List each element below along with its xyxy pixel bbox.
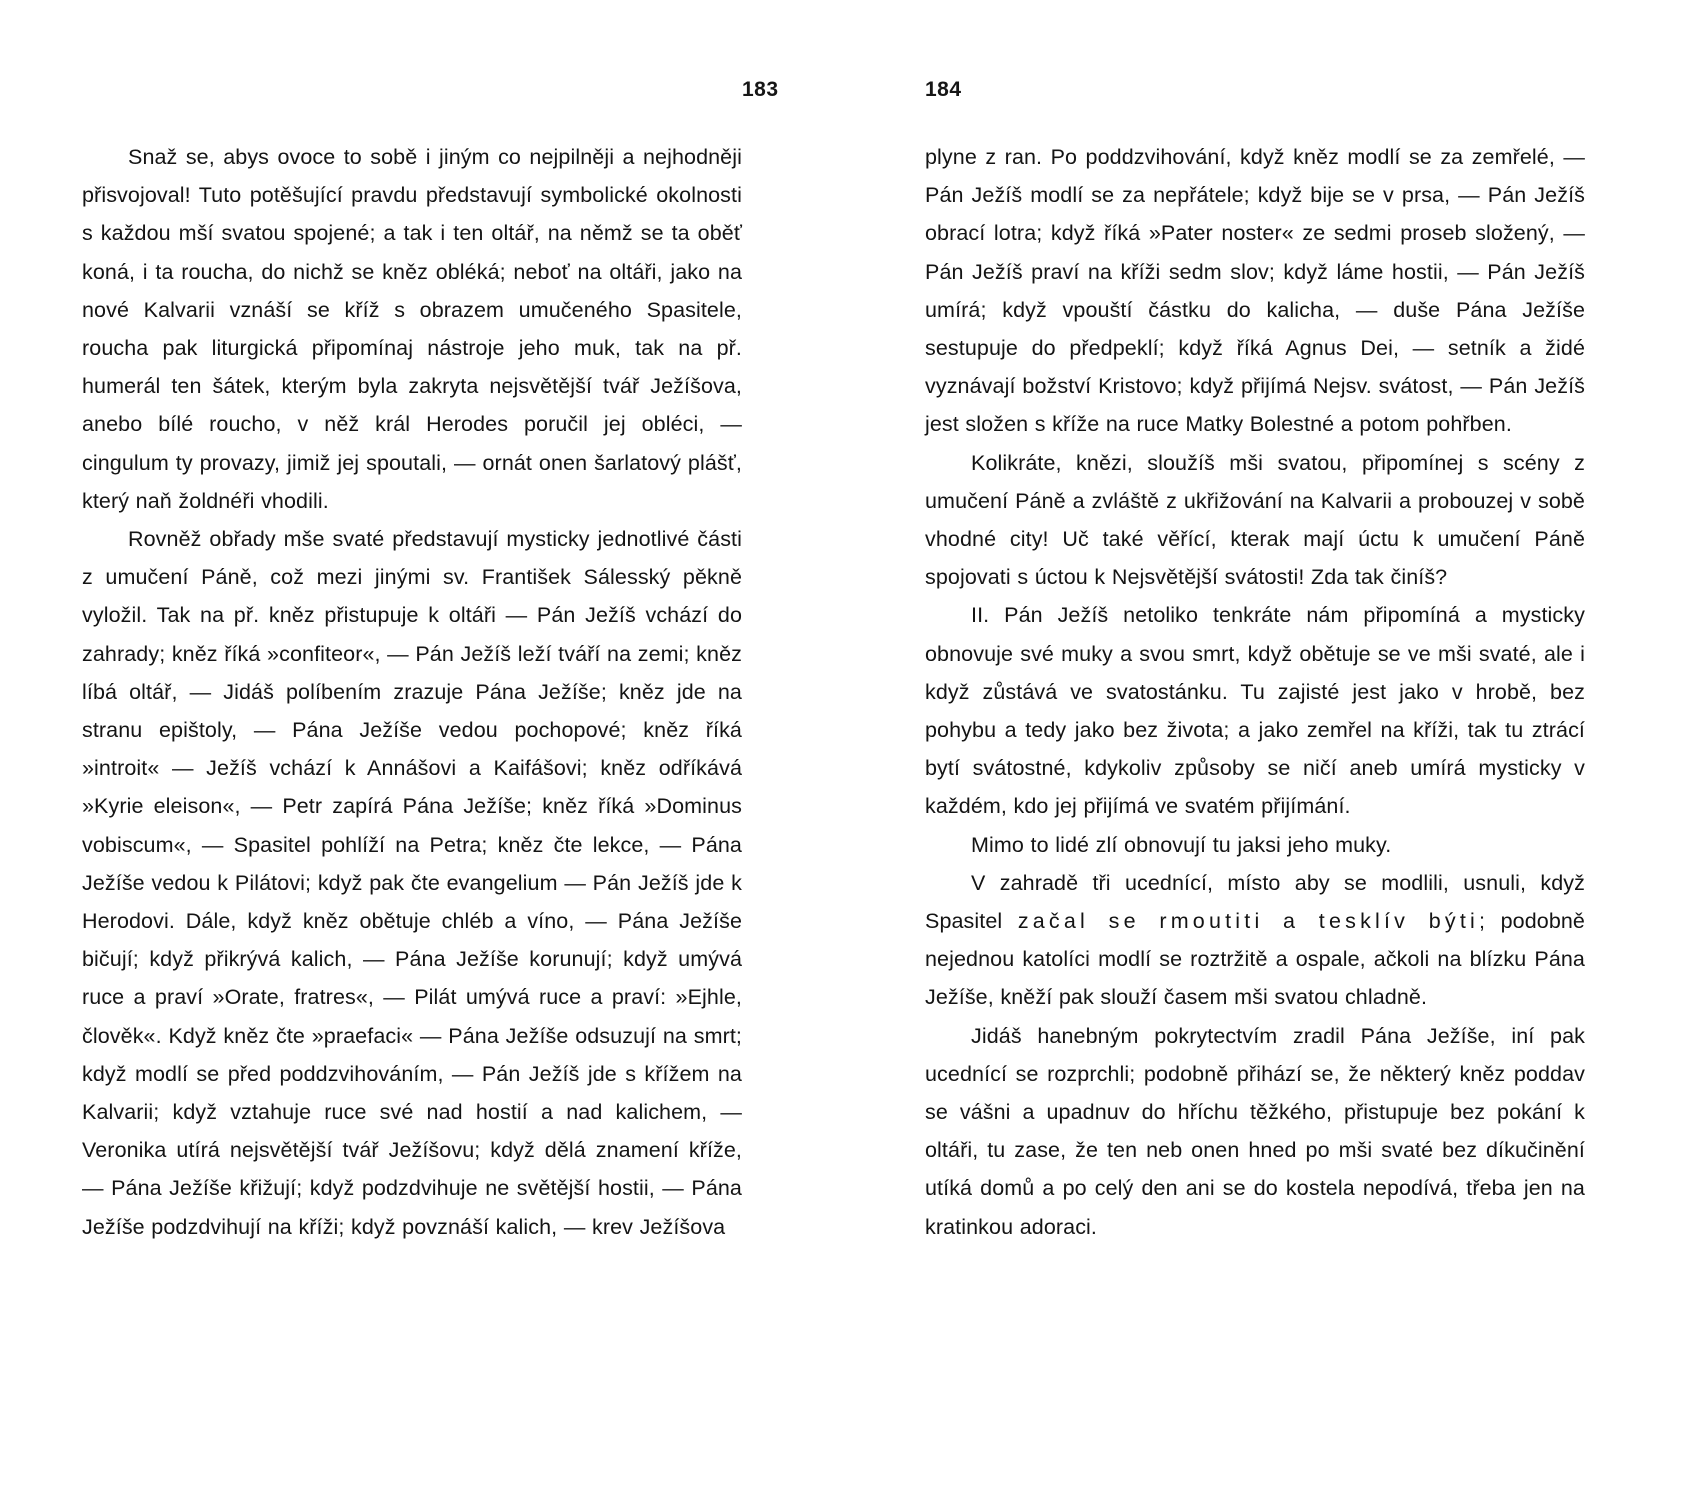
folio-row [0,78,1694,108]
column-right [925,138,1585,1246]
paragraph: Kolikráte, knězi, sloužíš mši svatou, připomínej s scény z umučení Páně a zvláště z ukřižování na Kalvarii a probouzej v sobě vhodné city! Uč také věřící, kterak mají úctu k umučení Páně spojovati s úctou k Nejsvětější svátosti! Zda tak činíš? [925,450,1585,590]
paragraph: Jidáš hanebným pokrytectvím zradil Pána Ježíše, iní pak ucednící se rozprchli; podobně přihází se, že některý kněz poddav se vášni a upadnuv do hříchu těžkého, přistupuje bez pokání k oltáři, tu zase, že ten neb onen hned po mši svaté bez díkučinění utíká domů a po celý den ani se do kostela nepodívá, třeba jen na kratinkou adoraci. [925,1023,1585,1239]
paragraph: Snaž se, abys ovoce to sobě i jiným co nejpilněji a nejhodněji přisvojoval! Tuto potěšující pravdu představují symbolické okolnosti s každou mší svatou spojené; a tak i ten oltář, na němž se ta oběť koná, i ta roucha, do nichž se kněz obléká; neboť na oltáři, jako na nové Kalvarii vznáší se kříž s obrazem umučeného Spasitele, roucha pak liturgická připomínaj nástroje jeho muk, tak na př. humerál ten šátek, kterým byla zakryta nejsvětější tvář Ježíšova, anebo bílé roucho, v něž král Herodes poručil jej obléci, — cingulum ty provazy, jimiž jej spoutali, — ornát onen šarlatový plášť, který naň žoldnéři vhodili. [82,145,742,513]
folio-number-left: 183 [742,78,779,101]
spaced-emphasis: začal se rmoutiti a tesklív býti [1017,909,1479,934]
paragraph-text-part-1: V zahradě tři ucednící, místo aby se modlili, usnuli, když Spasitel [925,870,1585,934]
paragraph: Rovněž obřady mše svaté představují mysticky jednotlivé části z umučení Páně, což mezi jinými sv. František Sálesský pěkně vyložil. Tak na př. kněz přistupuje k oltáři — Pán Ježíš vchází do zahrady; kněz říká »confiteor«, — Pán Ježíš leží tváří na zemi; kněz líbá oltář, — Jidáš políbením zrazuje Pána Ježíše; kněz jde na stranu epištoly, — Pána Ježíše vedou pochopové; kněz říká »introit« — Ježíš vchází k Annášovi a Kaifášovi; kněz odříkává »Kyrie eleison«, — Petr zapírá Pána Ježíše; kněz říká »Dominus vobiscum«, — Spasitel pohlíží na Petra; kněz čte lekce, — Pána Ježíše vedou k Pilátovi; když pak čte evangelium — Pán Ježíš jde k Herodovi. Dále, když kněz obětuje chléb a víno, — Pána Ježíše bičují; když přikrývá kalich, — Pána Ježíše korunují; když umývá ruce a praví »Orate, fratres«, — Pilát umývá ruce a praví: »Ejhle, člověk«. Když kněz čte »praefaci« — Pána Ježíše odsuzují na smrt; když modlí se před poddzvihováním, — Pán Ježíš jde s křížem na Kalvarii; když vztahuje ruce své nad hostií a nad kalichem, — Veronika utírá nejsvětější tvář Ježíšovu; když dělá znamení kříže, — Pána Ježíše křižují; když podzdvihuje ne světější hostii, — Pána Ježíše podzdvihují na kříži; když povznáší kalich, — krev Ježíšova [82,527,742,1239]
folio-number-right: 184 [925,78,962,101]
paragraph: Mimo to lidé zlí obnovují tu jaksi jeho muky. [971,832,1392,857]
column-left [82,138,742,1246]
paragraph: plyne z ran. Po poddzvihování, když kněz modlí se za zemřelé, — Pán Ježíš modlí se za nepřátele; když bije se v prsa, — Pán Ježíš obrací lotra; když říká »Pater noster« ze sedmi proseb složený, — Pán Ježíš praví na kříži sedm slov; když láme hostii, — Pán Ježíš umírá; když vpouští částku do kalicha, — duše Pána Ježíše sestupuje do předpeklí; když říká Agnus Dei, — setník a židé vyznávají božství Kristovo; když přijímá Nejsv. svátost, — Pán Ježíš jest složen s kříže na ruce Matky Bolestné a potom pohřben. [925,145,1585,437]
paragraph-text-part-2: ; podobně nejednou katolíci modlí se roztržitě a ospale, ačkoli na blízku Pána Ježíše, kněží pak slouží časem mši svatou chladně. [925,909,1585,1010]
paragraph-with-emphasis [925,864,1585,1017]
paragraph: II. Pán Ježíš netoliko tenkráte nám připomíná a mysticky obnovuje své muky a svou smrt, když obětuje se ve mši svaté, ale i když zůstává ve svatostánku. Tu zajisté jest jako v hrobě, bez pohybu a tedy jako bez života; a jako zemřel na kříži, tak tu ztrácí bytí svátostné, kdykoliv způsoby se ničí aneb umírá mysticky v každém, kdo jej přijímá ve svatém přijímání. [925,603,1585,819]
